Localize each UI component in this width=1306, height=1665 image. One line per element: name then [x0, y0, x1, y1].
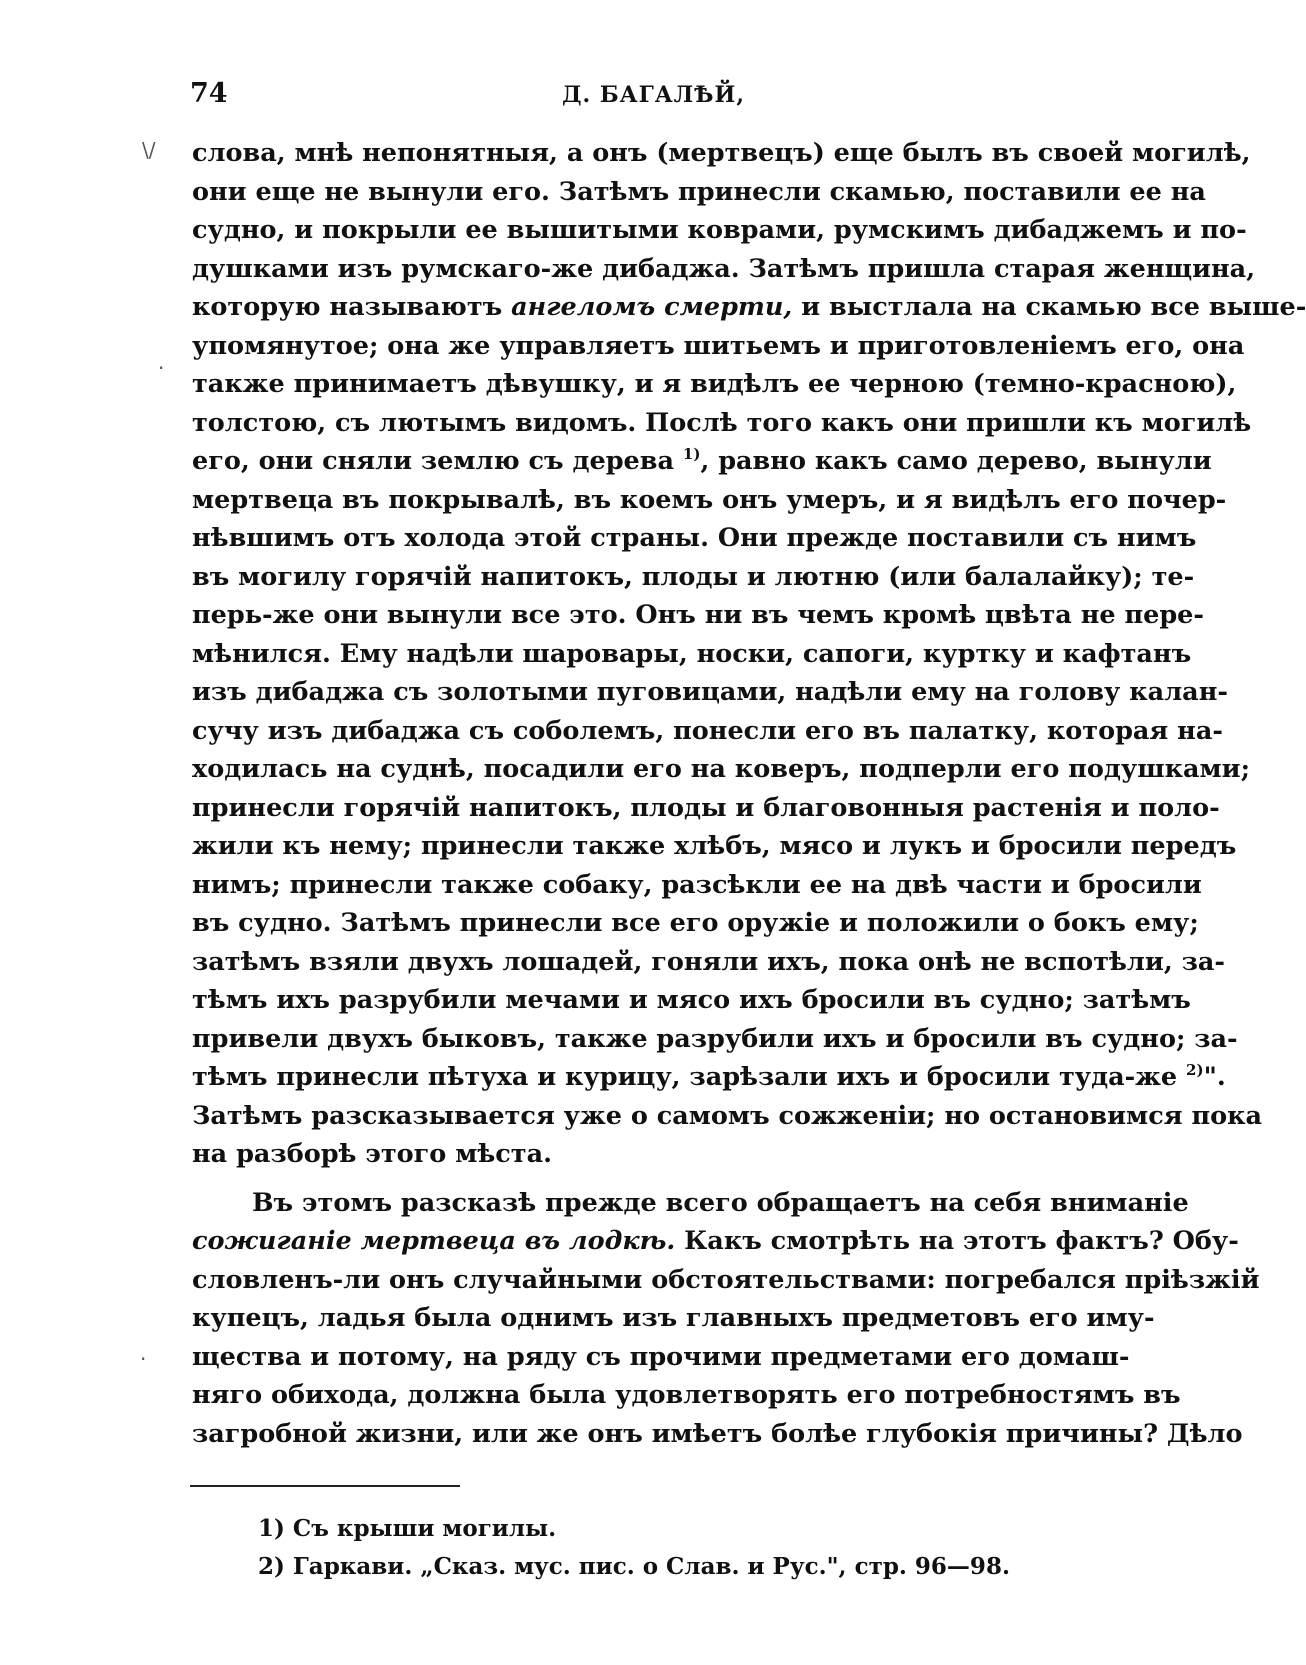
- text-fragment: которую называютъ: [192, 292, 503, 322]
- footnote-text: Съ крыши могилы.: [292, 1515, 557, 1542]
- text-line: [192, 288, 1306, 327]
- paragraph-line: щества и потому, на ряду съ прочими предметами его домаш-: [192, 1341, 1130, 1372]
- footnote: [258, 1548, 1058, 1586]
- footnote-reference[interactable]: 2): [1186, 1061, 1204, 1079]
- text-line: тѣмъ ихъ разрубили мечами и мясо ихъ бросили въ судно; затѣмъ: [192, 985, 1191, 1015]
- footnote: [258, 1510, 1058, 1548]
- text-line: душками изъ румскаго-же дибаджа. Затѣмъ пришла старая женщина,: [192, 253, 1256, 284]
- text-line: мѣнился. Ему надѣли шаровары, носки, сапоги, куртку и кафтанъ: [192, 638, 1192, 669]
- text-line: [192, 442, 1212, 481]
- footnotes: [258, 1510, 1058, 1586]
- text-fragment: Какъ смотрѣть на этотъ фактъ? Обу-: [675, 1226, 1239, 1256]
- text-line: въ судно. Затѣмъ принесли все его оружіе и положили о бокъ ему;: [192, 908, 1199, 938]
- footnote-divider: [190, 1485, 460, 1487]
- text-line: упомянутое; она же управляетъ шитьемъ и приготовленіемъ его, она: [192, 330, 1245, 361]
- text-line: ходилась на суднѣ, посадили его на коверъ, подперли его подушками;: [192, 754, 1251, 784]
- paragraph-line: [192, 1222, 1239, 1261]
- footnote-mark: 1): [258, 1515, 285, 1542]
- text-line: также принимаетъ дѣвушку, и я видѣлъ ее черною (темно-красною),: [192, 369, 1237, 399]
- text-line: мертвеца въ покрывалѣ, въ коемъ онъ умеръ, и я видѣлъ его почер-: [192, 484, 1227, 515]
- text-line: въ могилу горячій напитокъ, плоды и лютню (или балалайку); те-: [192, 561, 1195, 592]
- text-line: изъ дибаджа съ золотыми пуговицами, надѣли ему на голову калан-: [192, 677, 1228, 707]
- text-line: слова, мнѣ непонятныя, а онъ (мертвецъ) еще былъ въ своей могилѣ,: [192, 138, 1251, 168]
- text-line: толстою, съ лютымъ видомъ. Послѣ того какъ они пришли къ могилѣ: [192, 407, 1252, 438]
- paragraph-line: няго обихода, должна была удовлетворять его потребностямъ въ: [192, 1380, 1181, 1410]
- margin-mark: ·: [158, 356, 165, 380]
- paragraph-line: Въ этомъ разсказѣ прежде всего обращаетъ на себя вниманіе: [252, 1187, 1189, 1218]
- text-line: они еще не вынули его. Затѣмъ принесли скамью, поставили ее на: [192, 176, 1206, 207]
- paragraph-line: словленъ-ли онъ случайными обстоятельствами: погребался пріѣзжій: [192, 1264, 1260, 1295]
- paragraph-line: загробной жизни, или же онъ имѣетъ болѣе глубокія причины? Дѣло: [192, 1418, 1243, 1449]
- text-line: жили къ нему; принесли также хлѣбъ, мясо и лукъ и бросили передъ: [192, 831, 1237, 861]
- text-fragment: тѣмъ принесли пѣтуха и курицу, зарѣзали ихъ и бросили туда-же: [192, 1062, 1178, 1092]
- text-fragment: ".: [1203, 1062, 1226, 1092]
- text-line: перь-же они вынули все это. Онъ ни въ чемъ кромѣ цвѣта не пере-: [192, 600, 1204, 630]
- footnote-mark: 2): [258, 1553, 285, 1580]
- text-line: Затѣмъ разсказывается уже о самомъ сожженіи; но остановимся пока: [192, 1100, 1263, 1131]
- footnote-reference[interactable]: 1): [682, 445, 701, 463]
- text-fragment: , равно какъ само дерево, вынули: [700, 446, 1212, 476]
- page-number: 74: [190, 78, 228, 109]
- footnote-text: Гаркави. „Сказ. мус. пис. о Слав. и Рус.", стр. 96—98.: [292, 1553, 1010, 1580]
- text-line: нимъ; принесли также собаку, разсѣкли ее на двѣ части и бросили: [192, 869, 1202, 900]
- body-text: [192, 134, 1306, 1453]
- text-line: затѣмъ взяли двухъ лошадей, гоняли ихъ, пока онѣ не вспотѣли, за-: [192, 946, 1225, 977]
- running-head: Д. БАГАЛѢЙ,: [562, 82, 745, 108]
- text-line: нѣвшимъ отъ холода этой страны. Они прежде поставили съ нимъ: [192, 523, 1197, 553]
- text-line: на разборѣ этого мѣста.: [192, 1139, 553, 1169]
- text-line: привели двухъ быковъ, также разрубили ихъ и бросили въ судно; за-: [192, 1023, 1238, 1054]
- emphasis-term: сожиганіе мертвеца въ лодкѣ.: [192, 1226, 676, 1256]
- margin-mark: ·: [140, 1347, 147, 1371]
- text-fragment: и выстлала на скамью все выше-: [792, 292, 1306, 322]
- text-line: принесли горячій напитокъ, плоды и благовонныя растенія и поло-: [192, 792, 1220, 823]
- text-fragment: его, они сняли землю съ дерева: [192, 446, 675, 476]
- text-line: сучу изъ дибаджа съ соболемъ, понесли его въ палатку, которая на-: [192, 715, 1223, 746]
- text-line: судно, и покрыли ее вышитыми коврами, румскимъ дибаджемъ и по-: [192, 215, 1247, 245]
- text-line: [192, 1058, 1226, 1097]
- paragraph-line: купецъ, ладья была однимъ изъ главныхъ предметовъ его иму-: [192, 1303, 1155, 1333]
- emphasis-term: ангеломъ смерти,: [511, 292, 793, 322]
- margin-mark: \/: [142, 138, 156, 162]
- page-header: [190, 78, 1080, 118]
